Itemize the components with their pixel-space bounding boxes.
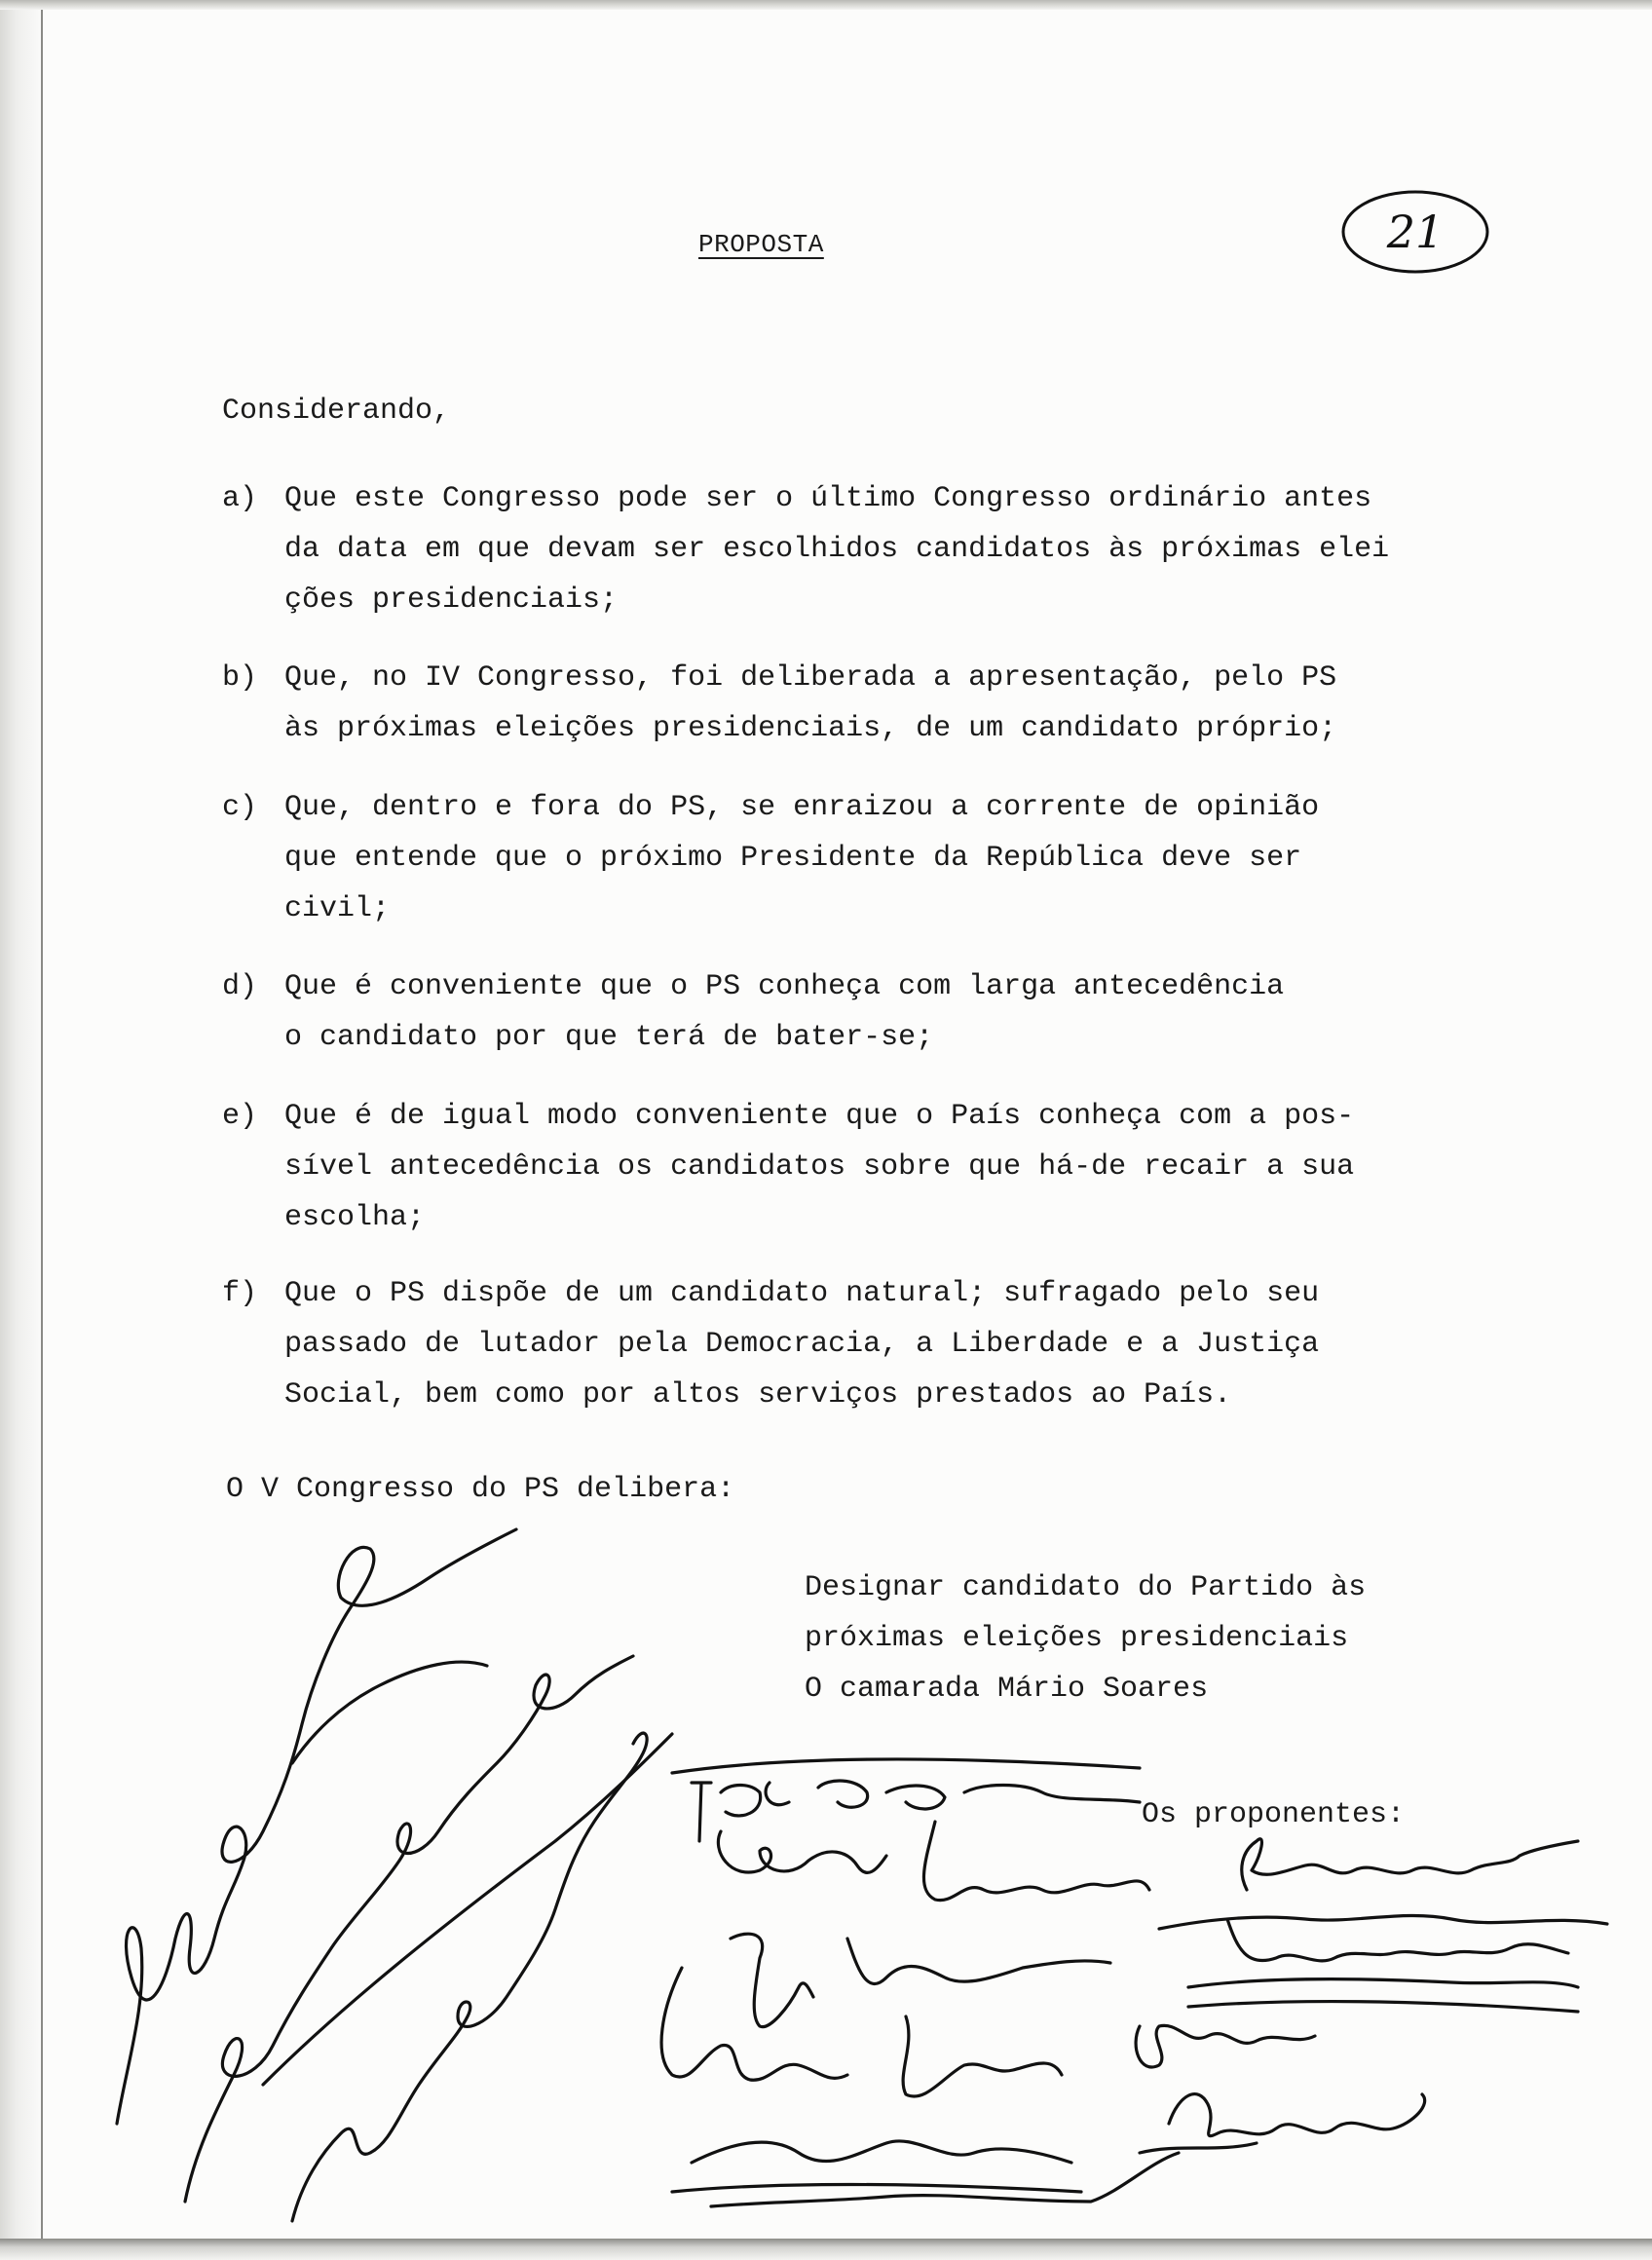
resolution-line: Designar candidato do Partido às	[805, 1571, 1367, 1604]
signature-twelve	[1140, 2094, 1425, 2153]
item-label: d)	[222, 970, 258, 1003]
item-text: Que o PS dispõe de um candidato natural; sufragado pelo seu passado de lutador pela Democracia, a Liberdade e a Justiça Social, bem como por altos serviços prestados ao País.	[284, 1277, 1320, 1412]
orlando-signature	[1242, 1839, 1578, 1890]
item-label: e)	[222, 1100, 258, 1133]
tomas-rosado-correia-signature	[672, 1759, 1140, 1841]
document-title: PROPOSTA	[698, 230, 824, 259]
item-text: Que, no IV Congresso, foi deliberada a apresentação, pelo PS às próximas eleições presidenciais, de um candidato próprio;	[284, 661, 1337, 745]
item-text: Que, dentro e fora do PS, se enraizou a corrente de opinião que entende que o próximo Presidente da República deve ser civil;	[284, 791, 1320, 925]
signature-five	[718, 1831, 886, 1872]
sabino-signature	[1136, 1979, 1578, 2067]
item-c	[222, 782, 1531, 934]
maria-luisa-signature	[661, 1968, 1062, 2096]
scan-bottom-edge	[0, 2239, 1652, 2260]
francisco-signature	[1159, 1915, 1607, 1960]
item-label: f)	[222, 1277, 258, 1310]
signature-six	[923, 1822, 1149, 1901]
item-text: Que é conveniente que o PS conheça com larga antecedência o candidato por que terá de bater-se;	[284, 970, 1285, 1054]
item-a	[222, 473, 1531, 625]
item-d	[222, 961, 1531, 1063]
resolution-line: próximas eleições presidenciais	[805, 1622, 1349, 1655]
item-label: c)	[222, 791, 258, 824]
scan-left-edge	[0, 0, 43, 2260]
item-e	[222, 1091, 1531, 1243]
item-label: b)	[222, 661, 258, 695]
item-text: Que é de igual modo conveniente que o País conheça com a pos- sível antecedência os candidatos sobre que há-de recair a sua escolha;	[284, 1100, 1355, 1234]
signature-three	[292, 1733, 647, 2221]
page-number-stamp-text: 21	[1386, 206, 1445, 258]
item-b	[222, 653, 1531, 754]
signatures-area	[88, 1520, 1646, 2241]
item-text: Que este Congresso pode ser o último Congresso ordinário antes da data em que devam ser escolhidos candidatos às próximas elei ções presidenciais;	[284, 482, 1390, 617]
page-number-stamp	[1338, 187, 1492, 277]
signature-two	[185, 1656, 672, 2202]
item-f	[222, 1268, 1531, 1420]
signature-eight	[672, 2141, 1179, 2206]
scan-top-edge	[0, 0, 1652, 10]
intro-text: Considerando,	[222, 395, 451, 428]
item-label: a)	[222, 482, 258, 515]
deliberation-text: O V Congresso do PS delibera:	[226, 1473, 735, 1506]
proponents-label: Os proponentes:	[1142, 1798, 1406, 1831]
resolution-line: O camarada Mário Soares	[805, 1673, 1209, 1706]
signature-seven	[731, 1934, 1110, 2026]
